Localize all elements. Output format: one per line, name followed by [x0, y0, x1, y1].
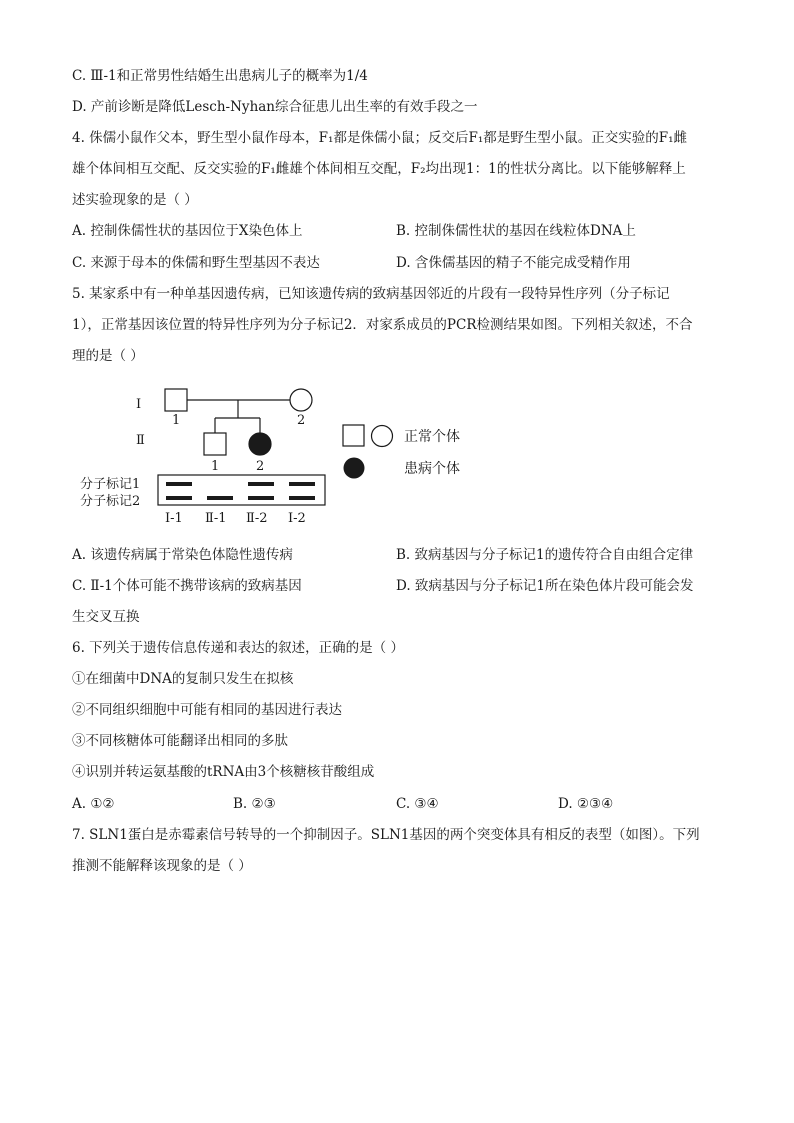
- q6-option-c: C. ③④: [396, 796, 439, 812]
- q4-option-a: A. 控制侏儒性状的基因位于X染色体上: [72, 223, 303, 239]
- q6-item-1: ①在细菌中DNA的复制只发生在拟核: [72, 671, 294, 687]
- q3-option-d: D. 产前诊断是降低Lesch-Nyhan综合征患儿出生率的有效手段之一: [72, 99, 478, 115]
- generation-label-ii: Ⅱ: [136, 433, 145, 448]
- q6-item-2: ②不同组织细胞中可能有相同的基因进行表达: [72, 702, 342, 718]
- q7-stem-line2: 推测不能解释该现象的是（ ）: [72, 858, 252, 874]
- q4-stem-line2: 雄个体间相互交配、反交实验的F₁雌雄个体间相互交配，F₂均出现1：1的性状分离比。以下能够解释上: [72, 161, 686, 177]
- pedigree-figure: [60, 378, 480, 528]
- q6-option-a: A. ①②: [72, 796, 115, 812]
- band-ii1-marker2: [207, 496, 233, 500]
- band-i1-marker1: [166, 482, 192, 486]
- band-ii2-marker1: [248, 482, 274, 486]
- band-i1-marker2: [166, 496, 192, 500]
- gel-box: [158, 475, 325, 505]
- lane-label-ii1: Ⅱ-1: [205, 511, 227, 526]
- lane-label-i2: Ⅰ-2: [288, 511, 306, 526]
- legend-affected-circle: [344, 458, 365, 479]
- lane-label-i1: Ⅰ-1: [165, 511, 183, 526]
- q5-stem-line1: 5. 某家系中有一种单基因遗传病，已知该遗传病的致病基因邻近的片段有一段特异性序列（分子标记: [72, 286, 670, 302]
- q5-option-a: A. 该遗传病属于常染色体隐性遗传病: [72, 547, 293, 563]
- generation-label-i: Ⅰ: [136, 397, 142, 412]
- q5-option-c: C. Ⅱ-1个体可能不携带该病的致病基因: [72, 578, 302, 594]
- legend-normal-female: [372, 426, 393, 447]
- q5-stem-line2: 1），正常基因该位置的特异性序列为分子标记2．对家系成员的PCR检测结果如图。下列相关叙述，不合: [72, 317, 693, 333]
- label-i2: 2: [297, 413, 306, 428]
- q3-option-c: C. Ⅲ-1和正常男性结婚生出患病儿子的概率为1/4: [72, 68, 368, 84]
- q4-stem-line3: 述实验现象的是（ ）: [72, 192, 198, 208]
- pedigree-i1-male: [165, 389, 187, 411]
- lane-label-ii2: Ⅱ-2: [246, 511, 268, 526]
- q5-option-d-continued: 生交叉互换: [72, 609, 140, 625]
- label-ii2: 2: [256, 459, 265, 474]
- q6-stem: 6. 下列关于遗传信息传递和表达的叙述，正确的是（ ）: [72, 640, 404, 656]
- q4-option-d: D. 含侏儒基因的精子不能完成受精作用: [396, 255, 631, 271]
- q4-stem-line1: 4. 侏儒小鼠作父本，野生型小鼠作母本，F₁都是侏儒小鼠；反交后F₁都是野生型小鼠。正交实验的F₁雌: [72, 130, 688, 146]
- marker2-label: 分子标记2: [80, 494, 141, 509]
- marker1-label: 分子标记1: [80, 477, 141, 492]
- pedigree-i2-female: [290, 389, 312, 411]
- q4-option-b: B. 控制侏儒性状的基因在线粒体DNA上: [396, 223, 636, 239]
- legend-normal-label: 正常个体: [404, 429, 460, 445]
- legend-affected-label: 患病个体: [404, 461, 460, 477]
- band-i2-marker1: [289, 482, 315, 486]
- q6-item-4: ④识别并转运氨基酸的tRNA由3个核糖核苷酸组成: [72, 764, 375, 780]
- pedigree-ii2-affected-female: [249, 433, 271, 455]
- q5-option-b: B. 致病基因与分子标记1的遗传符合自由组合定律: [396, 547, 694, 563]
- q6-option-d: D. ②③④: [558, 796, 614, 812]
- legend-normal-male: [343, 425, 364, 446]
- band-i2-marker2: [289, 496, 315, 500]
- q5-option-d: D. 致病基因与分子标记1所在染色体片段可能会发: [396, 578, 694, 594]
- band-ii2-marker2: [248, 496, 274, 500]
- q6-option-b: B. ②③: [233, 796, 276, 812]
- q6-item-3: ③不同核糖体可能翻译出相同的多肽: [72, 733, 288, 749]
- q7-stem-line1: 7. SLN1蛋白是赤霉素信号转导的一个抑制因子。SLN1基因的两个突变体具有相反的表型（如图）。下列: [72, 827, 700, 843]
- label-ii1: 1: [211, 459, 220, 474]
- pedigree-ii1-male: [204, 433, 226, 455]
- label-i1: 1: [172, 413, 181, 428]
- q4-option-c: C. 来源于母本的侏儒和野生型基因不表达: [72, 255, 320, 271]
- q5-stem-line3: 理的是（ ）: [72, 348, 144, 364]
